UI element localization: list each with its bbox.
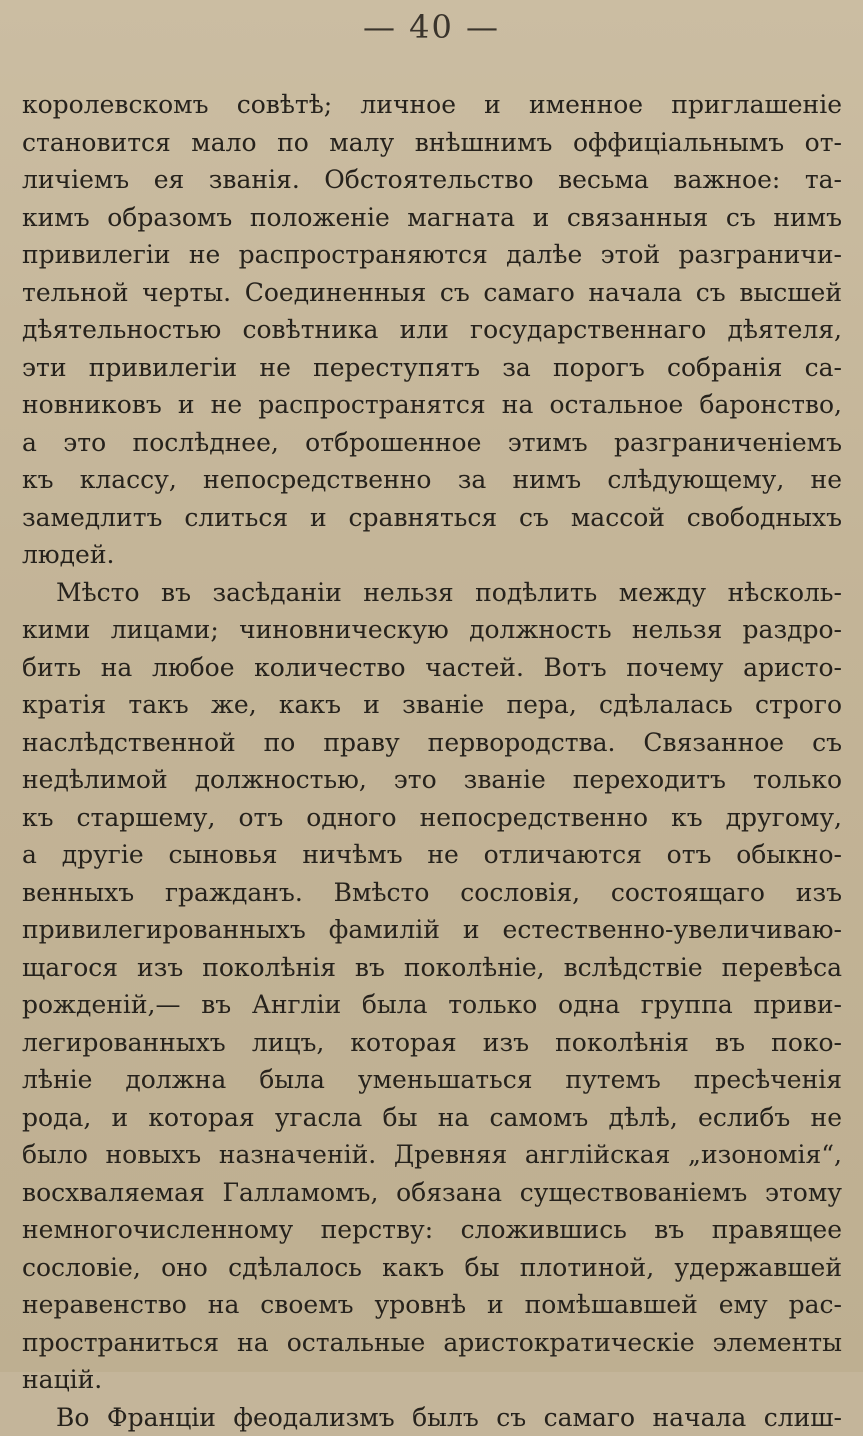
text-line: лѣніе должна была уменьшаться путемъ пресѣченія — [22, 1061, 842, 1099]
text-line: бить на любое количество частей. Вотъ почему аристо- — [22, 649, 842, 687]
text-line: а это послѣднее, отброшенное этимъ разграниченіемъ — [22, 424, 842, 462]
text-line: щагося изъ поколѣнія въ поколѣніе, вслѣдствіе перевѣса — [22, 949, 842, 987]
text-line: восхваляемая Галламомъ, обязана существованіемъ этому — [22, 1174, 842, 1212]
text-line: а другіе сыновья ничѣмъ не отличаются отъ обыкно- — [22, 836, 842, 874]
text-line: было новыхъ назначеній. Древняя англійская „изономія“, — [22, 1136, 842, 1174]
text-line: легированныхъ лицъ, которая изъ поколѣнія въ поко- — [22, 1024, 842, 1062]
text-line: Во Франціи феодализмъ былъ съ самаго начала слиш- — [22, 1399, 842, 1436]
text-line: становится мало по малу внѣшнимъ оффиціальнымъ от- — [22, 124, 842, 162]
text-line: неравенство на своемъ уровнѣ и помѣшавшей ему рас- — [22, 1286, 842, 1324]
text-line: королевскомъ совѣтѣ; личное и именное приглашеніе — [22, 86, 842, 124]
text-line: новниковъ и не распространятся на остальное баронство, — [22, 386, 842, 424]
text-line: къ классу, непосредственно за нимъ слѣдующему, не — [22, 461, 842, 499]
text-line: націй. — [22, 1361, 842, 1399]
text-line: людей. — [22, 536, 842, 574]
text-line: привилегированныхъ фамилій и естественно-увеличиваю- — [22, 911, 842, 949]
text-line: венныхъ гражданъ. Вмѣсто сословія, состоящаго изъ — [22, 874, 842, 912]
text-line: кими лицами; чиновническую должность нельзя раздро- — [22, 611, 842, 649]
text-line: тельной черты. Соединенныя съ самаго начала съ высшей — [22, 274, 842, 312]
text-line: кимъ образомъ положеніе магната и связанныя съ нимъ — [22, 199, 842, 237]
text-line: эти привилегіи не переступятъ за порогъ собранія са- — [22, 349, 842, 387]
text-line: рода, и которая угасла бы на самомъ дѣлѣ, еслибъ не — [22, 1099, 842, 1137]
text-line: недѣлимой должностью, это званіе переходитъ только — [22, 761, 842, 799]
text-line: личіемъ ея званія. Обстоятельство весьма важное: та- — [22, 161, 842, 199]
text-line: немногочисленному перству: сложившись въ правящее — [22, 1211, 842, 1249]
text-line: Мѣсто въ засѣданіи нельзя подѣлить между нѣсколь- — [22, 574, 842, 612]
body-text — [22, 86, 842, 1436]
text-line: къ старшему, отъ одного непосредственно къ другому, — [22, 799, 842, 837]
text-line: кратія такъ же, какъ и званіе пера, сдѣлалась строго — [22, 686, 842, 724]
text-line: дѣятельностью совѣтника или государственнаго дѣятеля, — [22, 311, 842, 349]
text-line: замедлитъ слиться и сравняться съ массой свободныхъ — [22, 499, 842, 537]
text-line: привилегіи не распространяются далѣе этой разграничи- — [22, 236, 842, 274]
text-line: сословіе, оно сдѣлалось какъ бы плотиной, удержавшей — [22, 1249, 842, 1287]
text-line: пространиться на остальные аристократическіе элементы — [22, 1324, 842, 1362]
text-line: наслѣдственной по праву первородства. Связанное съ — [22, 724, 842, 762]
page-number: — 40 — — [0, 8, 863, 46]
text-line: рожденій,— въ Англіи была только одна группа приви- — [22, 986, 842, 1024]
